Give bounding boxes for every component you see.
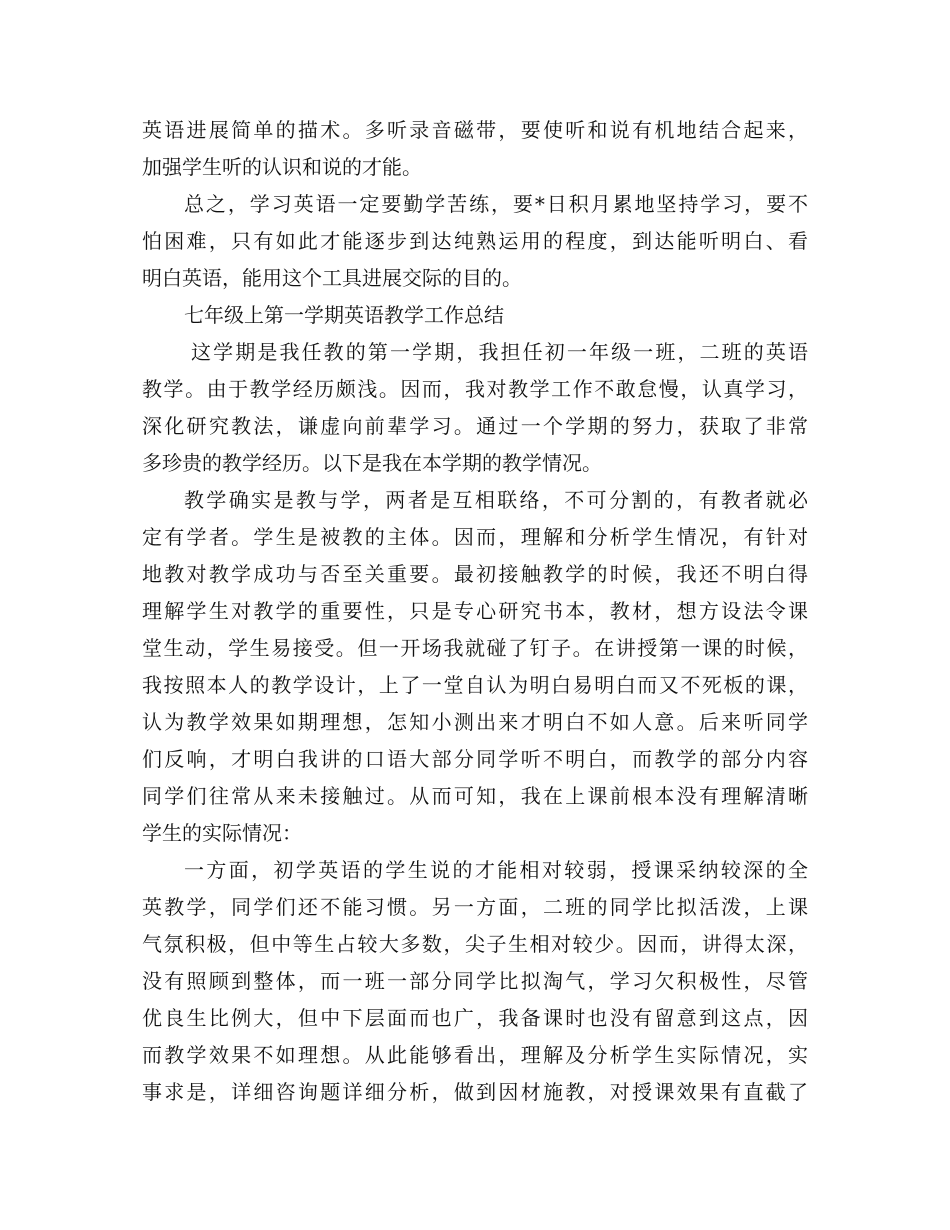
document-body [142,112,808,1111]
text-line: 怕困难，只有如此才能逐步到达纯熟运用的程度，到达能听明白、看 [142,229,808,253]
text-line: 教学确实是教与学，两者是互相联络，不可分割的，有教者就必 [184,488,808,512]
text-line: 气氛积极，但中等生占较大多数，尖子生相对较少。因而，讲得太深， [142,932,808,956]
text-line: 理解学生对教学的重要性，只是专心研究书本，教材，想方设法令课 [142,599,808,623]
text-line: 地教对教学成功与否至关重要。最初接触教学的时候，我还不明白得 [142,562,808,586]
text-line: 优良生比例大，但中下层面而也广，我备课时也没有留意到这点，因 [142,1006,808,1030]
text-line: 而教学效果不如理想。从此能够看出，理解及分析学生实际情况，实 [142,1043,808,1067]
text-line: 英教学，同学们还不能习惯。另一方面，二班的同学比拟活泼，上课 [142,895,808,919]
text-line: 教学。由于教学经历颇浅。因而，我对教学工作不敢怠慢，认真学习， [142,377,808,401]
text-line: 没有照顾到整体，而一班一部分同学比拟淘气，学习欠积极性，尽管 [142,969,808,993]
text-line: 堂生动，学生易接受。但一开场我就碰了钉子。在讲授第一课的时候， [142,636,808,660]
text-line: 学生的实际情况： [142,821,302,845]
text-line: 同学们往常从来未接触过。从而可知，我在上课前根本没有理解清晰 [142,784,808,808]
section-heading: 七年级上第一学期英语教学工作总结 [184,303,504,327]
text-line: 多珍贵的教学经历。以下是我在本学期的教学情况。 [142,451,602,475]
text-line: 总之，学习英语一定要勤学苦练，要*日积月累地坚持学习，要不 [184,192,808,216]
text-line: 我按照本人的教学设计，上了一堂自认为明白易明白而又不死板的课， [142,673,808,697]
text-line: 深化研究教法，谦虚向前辈学习。通过一个学期的努力，获取了非常 [142,414,808,438]
text-line: 一方面，初学英语的学生说的才能相对较弱，授课采纳较深的全 [184,858,808,882]
text-line: 加强学生听的认识和说的才能。 [142,155,422,179]
text-line: 事求是，详细咨询题详细分析，做到因材施教，对授课效果有直截了 [142,1080,808,1104]
text-line: 英语进展简单的描术。多听录音磁带，要使听和说有机地结合起来， [142,118,808,142]
text-line: 认为教学效果如期理想，怎知小测出来才明白不如人意。后来听同学 [142,710,808,734]
text-line: 这学期是我任教的第一学期，我担任初一年级一班，二班的英语 [191,340,808,364]
text-line: 们反响，才明白我讲的口语大部分同学听不明白，而教学的部分内容 [142,747,808,771]
text-line: 定有学者。学生是被教的主体。因而，理解和分析学生情况，有针对 [142,525,808,549]
text-line: 明白英语，能用这个工具进展交际的目的。 [142,266,522,290]
